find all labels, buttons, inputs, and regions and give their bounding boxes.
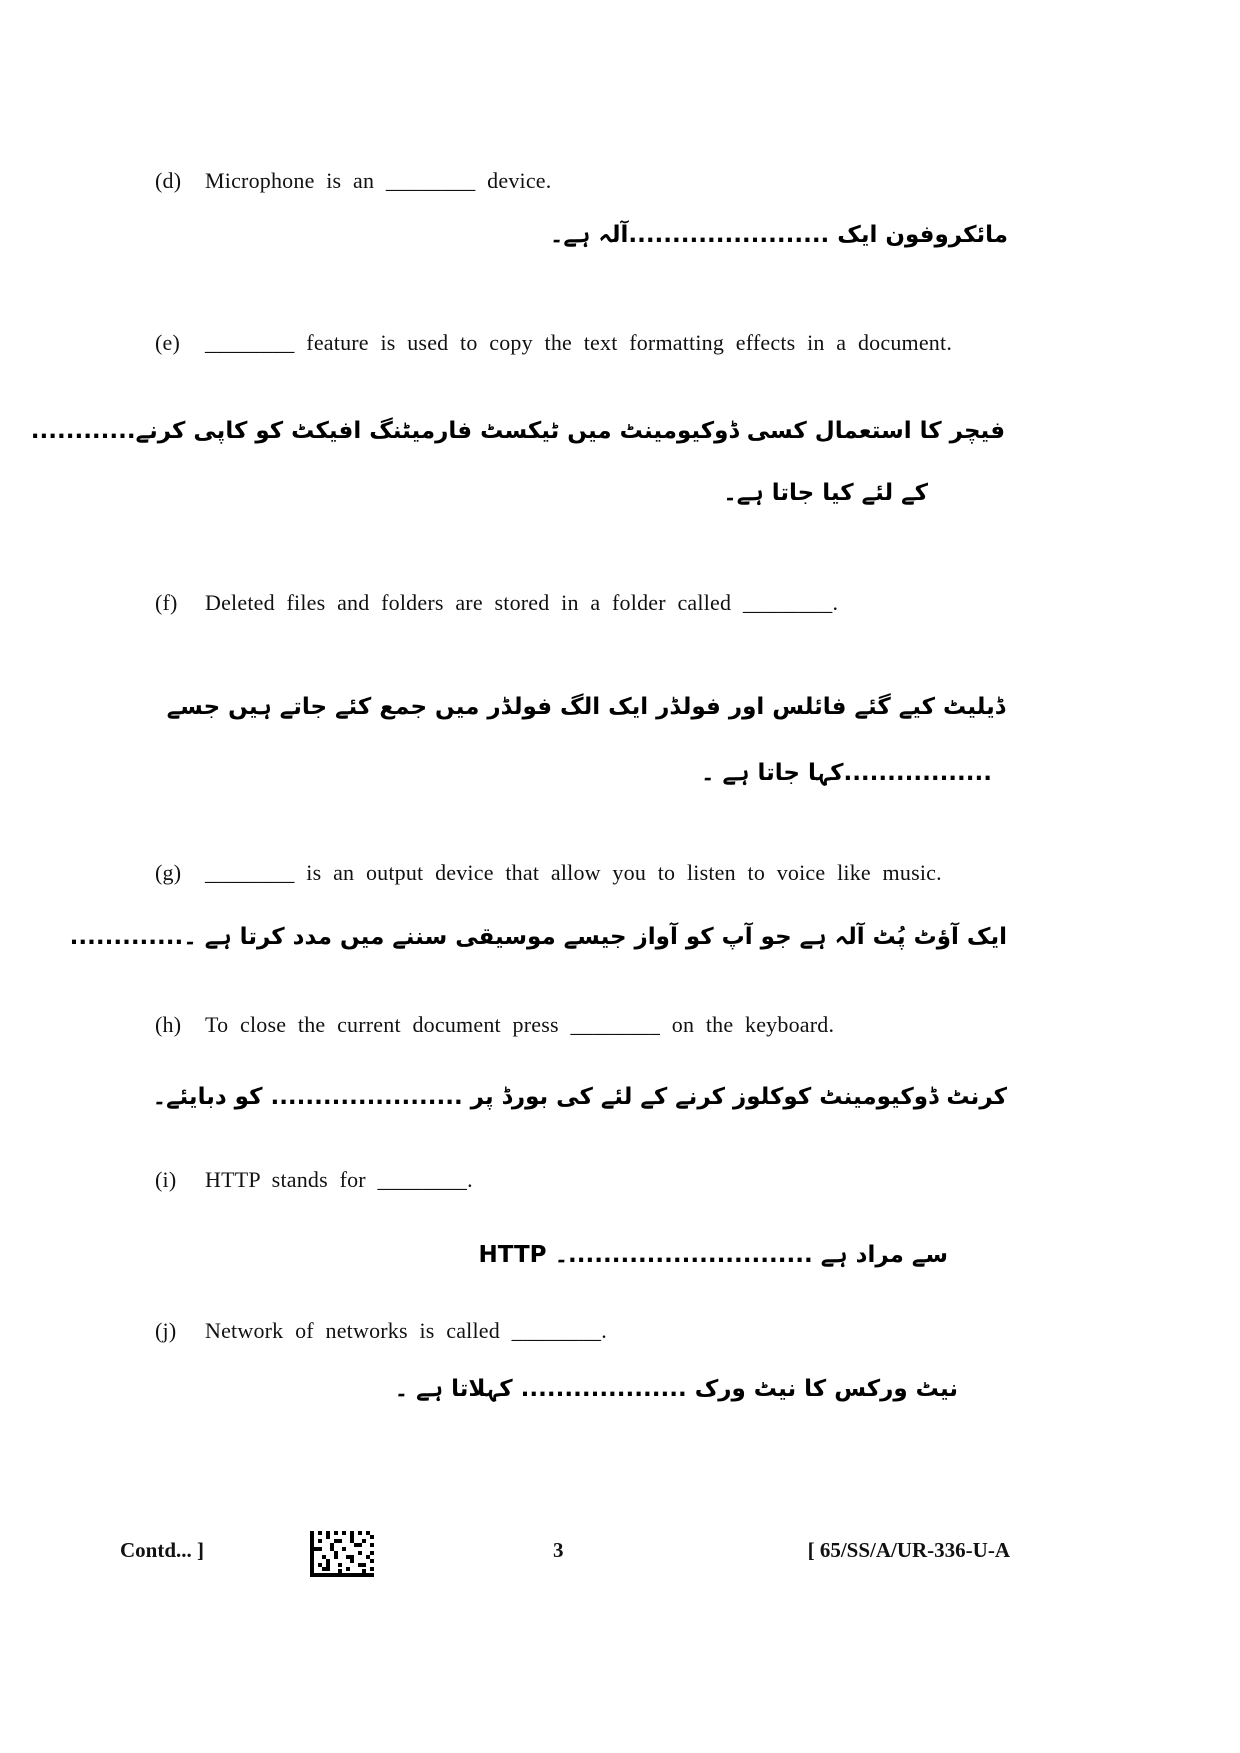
question-g-english [155,860,942,886]
question-j-urdu: نیٹ ورکس کا نیٹ ورک ................... کہلاتا ہے ۔ [394,1376,958,1402]
question-g-urdu: ایک آؤٹ پُٹ آلہ ہے جو آپ کو آواز جیسے موسیقی سننے میں مدد کرتا ہے ۔............. [69,924,1007,950]
question-f-label: (f) [155,590,178,615]
question-g-text: ________ is an output device that allow you to listen to voice like music. [205,860,942,885]
question-i-urdu: HTTP سے مراد ہے ............................۔ [478,1242,948,1268]
question-d-urdu: مائکروفون ایک .......................آلہ ہے۔ [549,222,1008,248]
question-f-english [155,590,838,616]
question-h-urdu: کرنٹ ڈوکیومینٹ کوکلوز کرنے کے لئے کی بورڈ پر ...................... کو دبایئے۔ [152,1084,1007,1110]
question-i-english [155,1167,473,1193]
question-f-text: Deleted files and folders are stored in a folder called ________. [205,590,839,615]
question-f-urdu-line1: ڈیلیٹ کیے گئے فائلس اور فولڈر ایک الگ فولڈر میں جمع کئے جاتے ہیں جسے [166,694,1005,720]
paper-code: [ 65/SS/A/UR-336-U-A [807,1538,1010,1562]
question-h-english [155,1012,834,1038]
question-d-text: Microphone is an ________ device. [205,168,552,193]
question-e-text: ________ feature is used to copy the text formatting effects in a document. [205,330,953,355]
question-g-label: (g) [155,860,182,885]
page-number: 3 [553,1538,564,1562]
question-d-english [155,168,551,194]
question-i-label: (i) [155,1167,177,1192]
question-e-urdu-line1: فیچر کا استعمال کسی ڈوکیومینٹ میں ٹیکسٹ فارمیٹنگ افیکٹ کو کاپی کرنے............ [30,418,1005,444]
question-e-urdu-line2: کے لئے کیا جاتا ہے۔ [723,480,928,506]
question-h-text: To close the current document press ________ on the keyboard. [205,1012,835,1037]
question-h-label: (h) [155,1012,182,1037]
question-d-label: (d) [155,168,182,193]
question-i-text: HTTP stands for ________. [205,1167,473,1192]
footer-contd: Contd... ] [120,1538,205,1562]
question-e-label: (e) [155,330,181,355]
question-f-urdu-line2: .................کہا جاتا ہے ۔ [701,760,992,786]
data-matrix-barcode [310,1531,374,1582]
question-e-english [155,330,952,356]
question-j-label: (j) [155,1318,177,1343]
question-j-english [155,1318,607,1344]
question-j-text: Network of networks is called ________. [205,1318,607,1343]
